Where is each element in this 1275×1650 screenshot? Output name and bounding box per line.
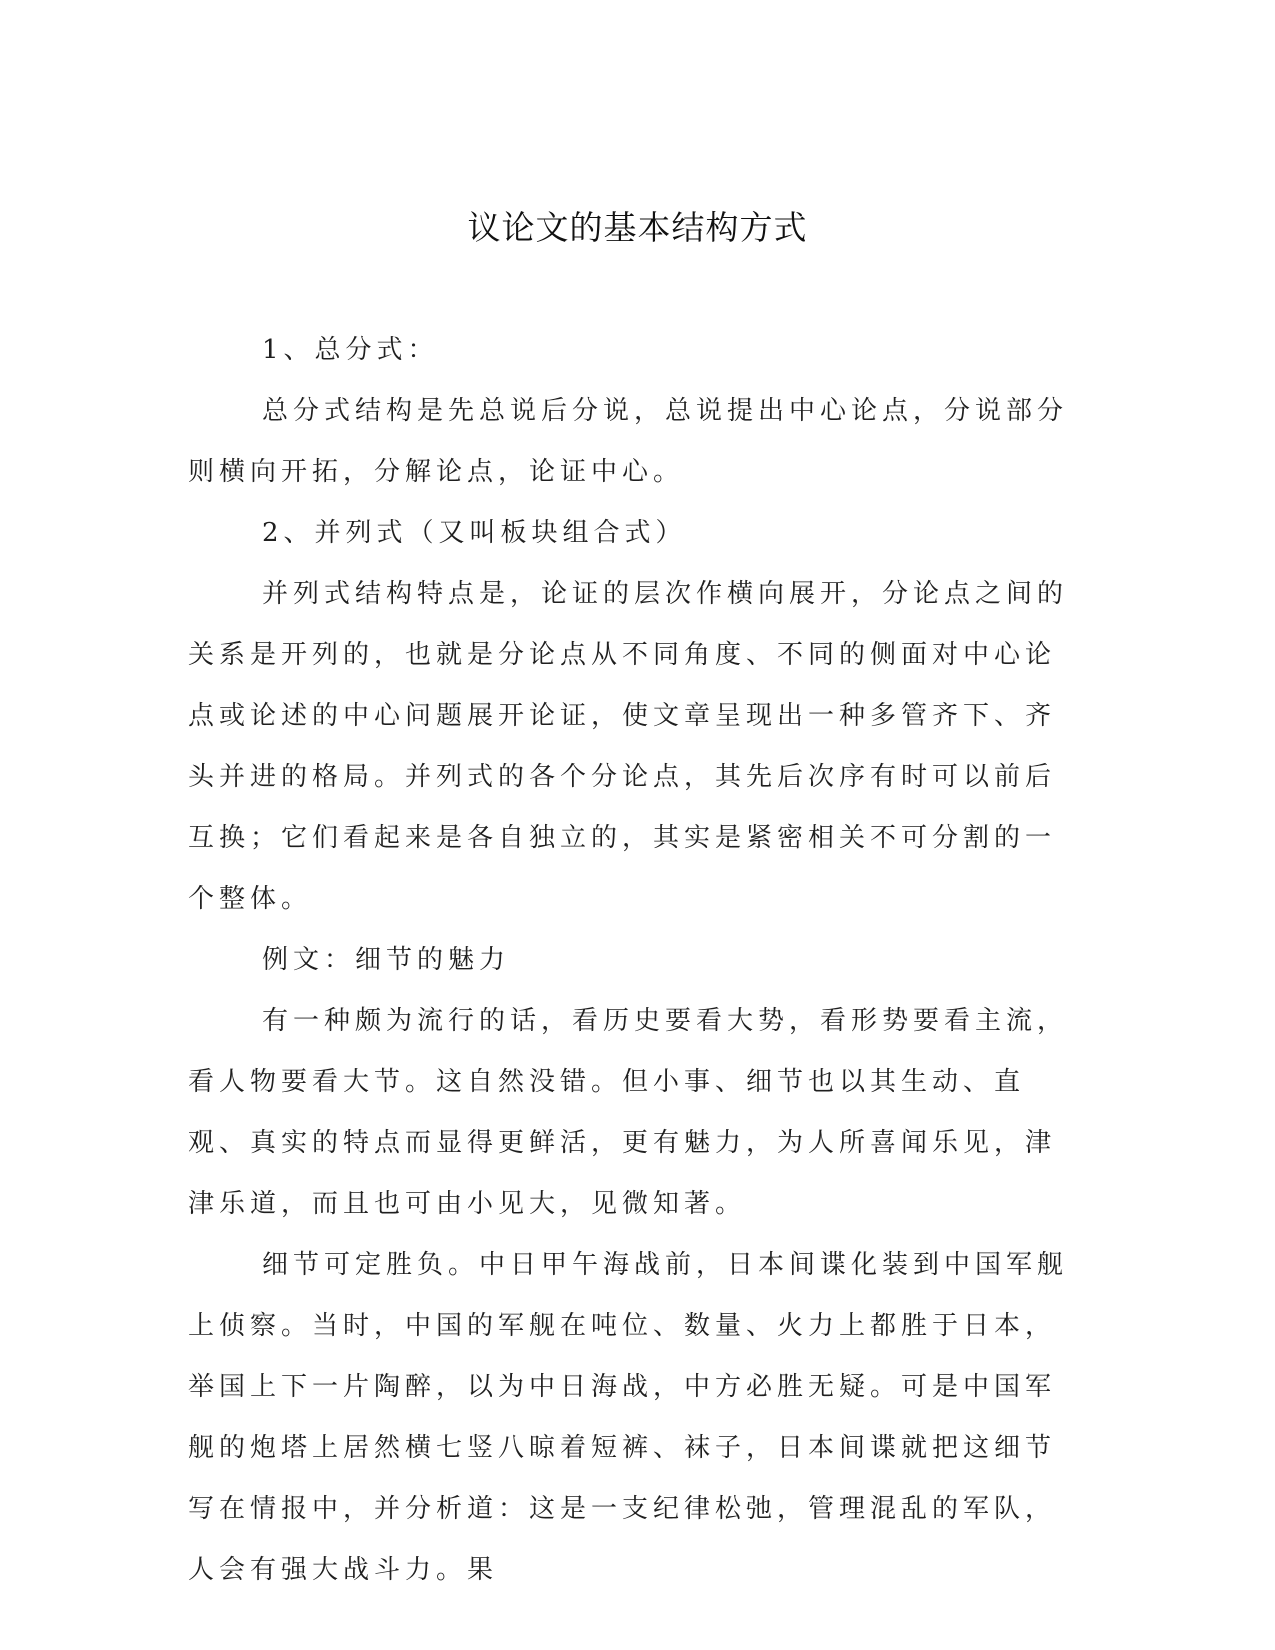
document-title: 议论文的基本结构方式 <box>467 208 808 247</box>
paragraph-example-detail: 细节可定胜负。中日甲午海战前，日本间谍化装到中国军舰上侦察。当时，中国的军舰在吨位、数量、火力上都胜于日本，举国上下一片陶醉，以为中日海战，中方必胜无疑。可是中国军舰的炮塔上居然横七竖八晾着短裤、袜子，日本间谍就把这细节写在情报中，并分析道：这是一支纪律松弛，管理混乱的军队，人会有强大战斗力。果 <box>188 1250 1069 1585</box>
section-heading-2: 2、并列式（又叫板块组合式） <box>262 518 687 548</box>
document-body <box>188 320 1073 1601</box>
paragraph-example-intro: 有一种颇为流行的话，看历史要看大势，看形势要看主流，看人物要看大节。这自然没错。但小事、细节也以其生动、直观、真实的特点而显得更鲜活，更有魅力，为人所喜闻乐见，津津乐道，而且也可由小见大，见微知著。 <box>188 1006 1069 1219</box>
example-heading: 例文：细节的魅力 <box>262 945 511 975</box>
section-heading-1: 1、总分式： <box>262 335 439 365</box>
paragraph-parallel-structure: 并列式结构特点是，论证的层次作横向展开，分论点之间的关系是开列的，也就是分论点从不同角度、不同的侧面对中心论点或论述的中心问题展开论证，使文章呈现出一种多管齐下、齐头并进的格局。并列式的各个分论点，其先后次序有时可以前后互换；它们看起来是各自独立的，其实是紧密相关不可分割的一个整体。 <box>188 579 1069 914</box>
paragraph-total-division: 总分式结构是先总说后分说，总说提出中心论点，分说部分则横向开拓，分解论点，论证中心。 <box>188 396 1069 487</box>
